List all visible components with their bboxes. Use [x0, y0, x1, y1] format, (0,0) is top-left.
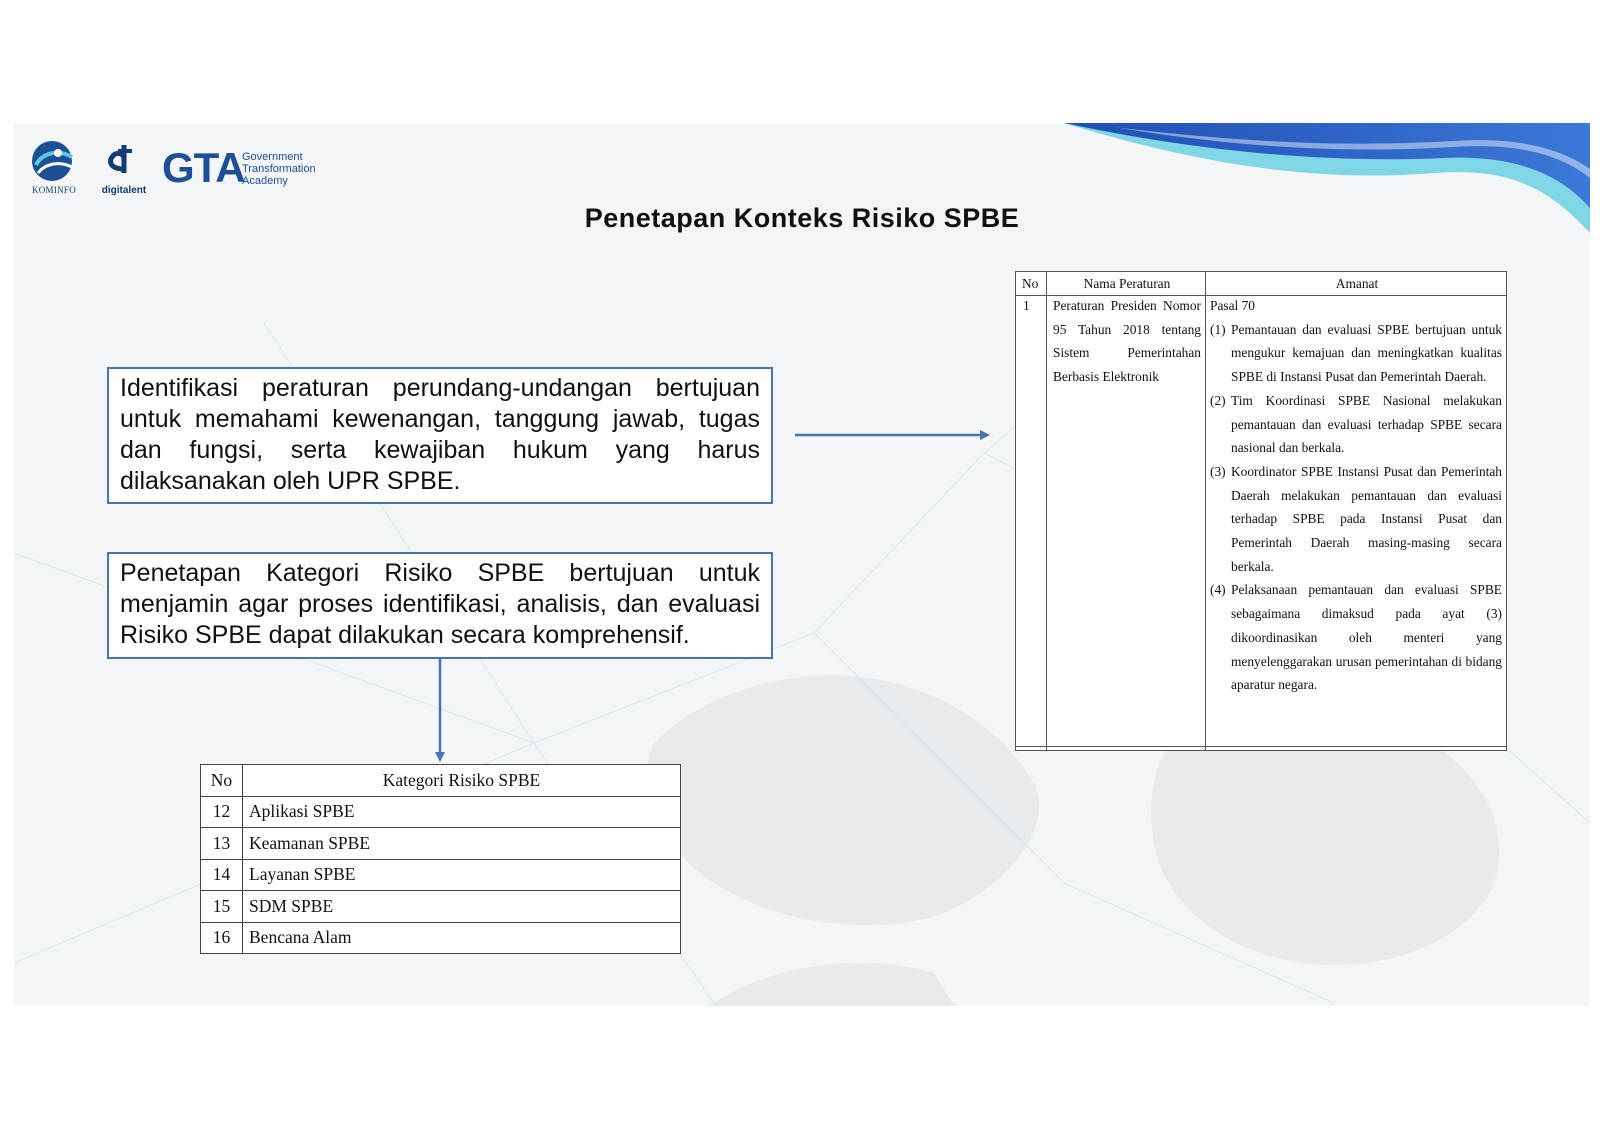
category-name: SDM SPBE [243, 891, 681, 923]
amanat-item-text: Pelaksanaan pemantauan dan evaluasi SPBE sebagaimana dimaksud pada ayat (3) dikoordinasikan oleh menteri yang menyelenggarakan urusan pemerintahan di bidang aparatur negara. [1231, 582, 1502, 693]
amanat-item [1210, 578, 1502, 697]
column-divider [1205, 272, 1206, 750]
amanat-item-text: Pemantauan dan evaluasi SPBE bertujuan untuk mengukur kemajuan dan meningkatkan kualitas SPBE di Instansi Pusat dan Pemerintah Daerah. [1231, 321, 1502, 385]
amanat-item-number: (1) [1210, 321, 1226, 337]
gta-sub-line: Transformation [242, 163, 316, 175]
table-row [201, 891, 681, 923]
kominfo-logo-text: KOMINFO [31, 185, 77, 195]
gta-sub-line: Academy [242, 175, 288, 187]
regulation-row-no: 1 [1023, 298, 1030, 313]
table-row [201, 796, 681, 828]
table-row [201, 859, 681, 891]
regulation-identification-box: Identifikasi peraturan perundang-undangan bertujuan untuk memahami kewenangan, tanggung jawab, tugas dan fungsi, serta kewajiban hukum yang harus dilaksanakan oleh UPR SPBE. [107, 367, 773, 504]
gta-sub-line: Government [242, 151, 303, 163]
regulation-row-amanat [1210, 294, 1502, 697]
risk-category-table [200, 764, 681, 954]
category-no: 15 [201, 891, 243, 923]
page-title: Penetapan Konteks Risiko SPBE [584, 203, 1020, 233]
regulation-table [1015, 271, 1507, 751]
gta-logo-text: GTA [162, 144, 245, 191]
table-row [201, 922, 681, 954]
pasal-label: Pasal 70 [1210, 298, 1256, 313]
category-no: 14 [201, 859, 243, 891]
table-header-no: No [1022, 276, 1039, 291]
table-header-nama-peraturan: Nama Peraturan [1083, 276, 1171, 291]
amanat-item-number: (2) [1210, 392, 1226, 408]
amanat-item [1210, 318, 1502, 389]
category-name: Layanan SPBE [243, 859, 681, 891]
regulation-row-name: Peraturan Presiden Nomor 95 Tahun 2018 tentang Sistem Pemerintahan Berbasis Elektronik [1053, 298, 1201, 385]
risk-category-box: Penetapan Kategori Risiko SPBE bertujuan untuk menjamin agar proses identifikasi, analisis, dan evaluasi Risiko SPBE dapat dilakukan secara komprehensif. [107, 552, 773, 659]
category-name: Bencana Alam [243, 922, 681, 954]
gta-logo-subtitle [242, 151, 316, 187]
category-name: Keamanan SPBE [243, 828, 681, 860]
table-header-amanat: Amanat [1335, 276, 1379, 291]
amanat-item-text: Koordinator SPBE Instansi Pusat dan Pemerintah Daerah melakukan pemantauan dan evaluasi terhadap SPBE pada Instansi Pusat dan Pemerintah Daerah masing-masing secara berkala. [1231, 463, 1502, 574]
category-no: 12 [201, 796, 243, 828]
amanat-item-text: Tim Koordinasi SPBE Nasional melakukan pemantauan dan evaluasi terhadap SPBE secara nasional dan berkala. [1231, 392, 1502, 456]
slide [14, 123, 1590, 1006]
amanat-item [1210, 460, 1502, 579]
digitalent-logo-text: digitalent [101, 185, 147, 196]
amanat-item-number: (3) [1210, 463, 1226, 479]
table-row [201, 828, 681, 860]
amanat-item-number: (4) [1210, 582, 1226, 598]
amanat-item [1210, 389, 1502, 460]
table-header-kategori: Kategori Risiko SPBE [243, 765, 681, 797]
category-no: 16 [201, 922, 243, 954]
category-name: Aplikasi SPBE [243, 796, 681, 828]
table-header-row [201, 765, 681, 797]
column-divider [1046, 272, 1047, 750]
category-no: 13 [201, 828, 243, 860]
table-header-no: No [201, 765, 243, 797]
row-divider [1016, 746, 1506, 747]
